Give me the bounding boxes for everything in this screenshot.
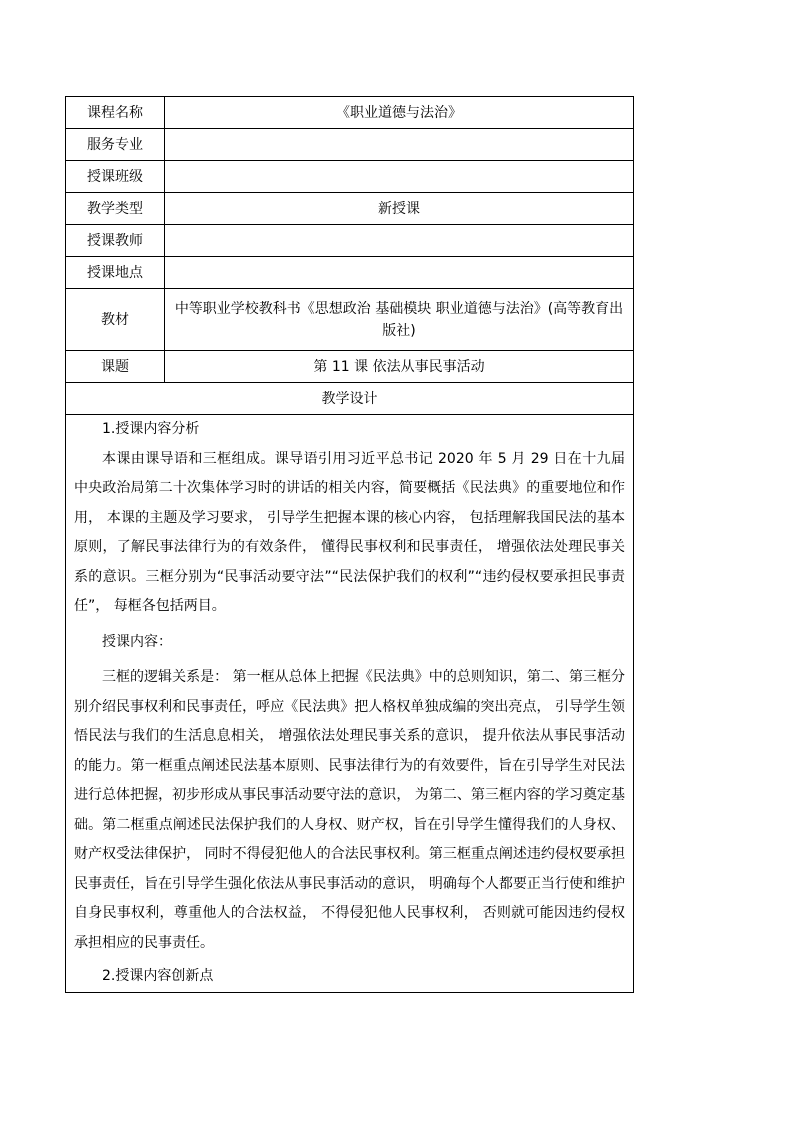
course-name-row [66, 97, 634, 129]
textbook-row [66, 289, 634, 351]
class-value [165, 161, 634, 193]
major-label: 服务专业 [66, 129, 165, 161]
textbook-value: 中等职业学校教科书《思想政治 基础模块 职业道德与法治》(高等教育出版社) [165, 289, 634, 351]
lesson-plan-table [65, 96, 634, 993]
topic-value: 第 11 课 依法从事民事活动 [165, 351, 634, 383]
teacher-row [66, 225, 634, 257]
class-label: 授课班级 [66, 161, 165, 193]
course-name-value: 《职业道德与法治》 [165, 97, 634, 129]
teacher-label: 授课教师 [66, 225, 165, 257]
teaching-type-value: 新授课 [165, 193, 634, 225]
topic-label: 课题 [66, 351, 165, 383]
teacher-value [165, 225, 634, 257]
teaching-type-row [66, 193, 634, 225]
location-label: 授课地点 [66, 257, 165, 289]
textbook-label: 教材 [66, 289, 165, 351]
section-1-title: 1.授课内容分析 [102, 421, 200, 437]
teaching-type-label: 教学类型 [66, 193, 165, 225]
course-name-label: 课程名称 [66, 97, 165, 129]
major-value [165, 129, 634, 161]
location-row [66, 257, 634, 289]
topic-row [66, 351, 634, 383]
design-heading-row [66, 383, 634, 415]
teaching-content-subtitle: 授课内容： [102, 633, 172, 650]
content-row [66, 415, 634, 993]
class-row [66, 161, 634, 193]
teaching-design-heading: 教学设计 [66, 383, 634, 415]
content-analysis-paragraph: 本课由课导语和三框组成。课导语引用习近平总书记 2020 年 5 月 29 日在十九届中央政治局第二十次集体学习时的讲话的相关内容，简要概括《民法典》的重要地位和作用， 本课的主题及学习要求， 引导学生把握本课的核心内容， 包括理解我国民法的基本原则，了解民事法律行为的有效条件， 懂得民事权利和民事责任， 增强依法处理民事关系的意识。三框分别为“民事活动要守法”“民法保护我们的权利”“违约侵权要承担民事责任”， 每框各包括两目。 [74, 450, 625, 614]
location-value [165, 257, 634, 289]
section-2-title: 2.授课内容创新点 [102, 968, 214, 984]
major-row [66, 129, 634, 161]
teaching-design-content [66, 415, 634, 993]
logic-relation-paragraph: 三框的逻辑关系是： 第一框从总体上把握《民法典》中的总则知识，第二、第三框分别介绍民事权利和民事责任，呼应《民法典》把人格权单独成编的突出亮点， 引导学生领悟民法与我们的生活息息相关， 增强依法处理民事关系的意识， 提升依法从事民事活动的能力。第一框重点阐述民法基本原则、民事法律行为的有效要件，旨在引导学生对民法进行总体把握，初步形成从事民事活动要守法的意识， 为第二、第三框内容的学习奠定基础。第二框重点阐述民法保护我们的人身权、财产权，旨在引导学生懂得我们的人身权、财产权受法律保护， 同时不得侵犯他人的合法民事权利。第三框重点阐述违约侵权要承担民事责任，旨在引导学生强化依法从事民事活动的意识， 明确每个人都要正当行使和维护自身民事权利，尊重他人的合法权益， 不得侵犯他人民事权利， 否则就可能因违约侵权承担相应的民事责任。 [74, 669, 625, 951]
